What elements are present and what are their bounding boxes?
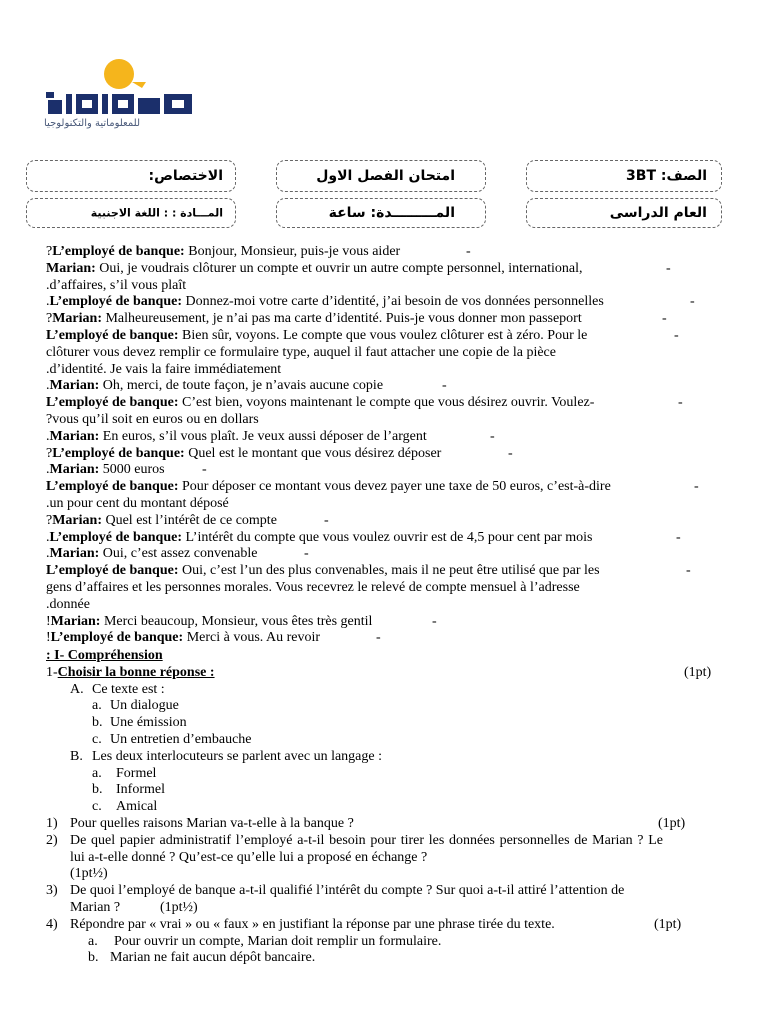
school-year-label: العام الدراسى — [609, 205, 707, 221]
specialty-box — [26, 160, 236, 192]
q4-option-a-letter: a. — [88, 933, 98, 949]
dialogue-line: .un pour cent du montant déposé — [46, 495, 229, 511]
q1-pts: (1pt) — [658, 815, 686, 831]
speaker-name: L’employé de banque: — [46, 563, 179, 579]
list-dash: - — [678, 395, 683, 411]
list-dash: - — [490, 428, 495, 444]
qA-label: A. — [70, 681, 84, 697]
q4-option-b-letter: b. — [88, 950, 99, 966]
q1-title: Choisir la bonne réponse : — [57, 664, 215, 680]
speaker-name: Marian: — [46, 260, 96, 276]
q1-num: 1) — [46, 815, 58, 831]
speaker-name: Marian: — [49, 378, 100, 394]
speaker-name: Marian: — [49, 462, 100, 478]
qA-option-b-letter: b. — [92, 715, 103, 731]
qA-text: Ce texte est : — [92, 681, 165, 697]
dialogue-text — [46, 244, 726, 647]
dialogue-line: Marian: Oui, je voudrais clôturer un compte et ouvrir un autre compte personnel, international, - — [46, 260, 671, 276]
dialogue-line: .Marian: 5000 euros - — [46, 462, 207, 478]
speaker-name: L’employé de banque: — [52, 445, 185, 461]
q4-option-a: Pour ouvrir un compte, Marian doit remplir un formulaire. — [114, 933, 442, 949]
dialogue-line: L’employé de banque: Pour déposer ce montant vous devez payer une taxe de 50 euros, c’est-à-dire - — [46, 479, 699, 495]
speaker-name: L’employé de banque: — [46, 327, 179, 343]
duration-label: المـــــــــدة: ساعة — [328, 205, 455, 221]
dialogue-line: ?Marian: Quel est l’intérêt de ce compte - — [46, 512, 329, 528]
logo-mark-icon — [44, 58, 204, 118]
subject-label: المـــادة : : اللغة الاجنبية — [90, 206, 223, 220]
list-dash: - — [676, 529, 681, 545]
dialogue-line: ?vous qu’il soit en euros ou en dollars — [46, 411, 259, 427]
q1-text: Pour quelles raisons Marian va-t-elle à la banque ? — [70, 815, 354, 831]
speaker-name: L’employé de banque: — [46, 479, 179, 495]
qB-option-b: Informel — [116, 782, 165, 798]
exam-title-box — [276, 160, 486, 192]
qB-option-a-letter: a. — [92, 765, 102, 781]
logo-subtitle: للمعلوماتية والتكنولوجيا — [44, 118, 141, 129]
q4-pts: (1pt) — [654, 916, 682, 932]
speaker-name: Marian: — [52, 512, 102, 528]
list-dash: - — [674, 327, 679, 343]
qB-text: Les deux interlocuteurs se parlent avec un langage : — [92, 748, 382, 764]
class-label: الصف: 3BT — [626, 168, 707, 184]
q2-num: 2) — [46, 832, 58, 848]
list-dash: - — [376, 630, 381, 646]
specialty-label: الاختصاص: — [148, 168, 223, 184]
list-dash: - — [432, 613, 437, 629]
dialogue-line: L’employé de banque: Bien sûr, voyons. Le compte que vous voulez clôturer est à zéro. Pour le - — [46, 327, 679, 343]
dialogue-line: L’employé de banque: Oui, c’est l’un des plus convenables, mais il ne peut être utilisé que par les - — [46, 563, 691, 579]
speaker-name: Marian: — [49, 428, 100, 444]
q4-text: Répondre par « vrai » ou « faux » en justifiant la réponse par une phrase tirée du texte. — [70, 916, 555, 932]
q1-number: 1- — [46, 664, 58, 680]
list-dash: - — [666, 260, 671, 276]
dialogue-line: .Marian: Oui, c’est assez convenable - — [46, 546, 309, 562]
qA-option-c-letter: c. — [92, 731, 102, 747]
exam-title: امتحان الفصل الاول — [316, 168, 455, 184]
section-title: : I- Compréhension — [46, 648, 163, 663]
q3-text-line1: De quoi l’employé de banque a-t-il qualifié l’intérêt du compte ? Sur quoi a-t-il attiré l’attention de — [70, 883, 625, 899]
qA-option-a: Un dialogue — [110, 698, 179, 714]
list-dash: - — [442, 378, 447, 394]
dialogue-line: .donnée — [46, 596, 90, 612]
comprehension-section — [46, 648, 726, 967]
speaker-name: L’employé de banque: — [46, 395, 179, 411]
q4-option-b: Marian ne fait aucun dépôt bancaire. — [110, 950, 316, 966]
speaker-name: L’employé de banque: — [50, 630, 184, 646]
qB-option-c-letter: c. — [92, 799, 102, 815]
dialogue-line: L’employé de banque: C’est bien, voyons maintenant le compte que vous désirez ouvrir. Voulez- - — [46, 395, 683, 411]
qB-option-a: Formel — [116, 765, 157, 781]
dialogue-line: ?Marian: Malheureusement, je n’ai pas ma carte d’identité. Puis-je vous donner mon passeport - — [46, 311, 667, 327]
dialogue-line: .Marian: Oh, merci, de toute façon, je n’avais aucune copie - — [46, 378, 447, 394]
q2-pts: (1pt½) — [70, 866, 108, 882]
list-dash: - — [694, 479, 699, 495]
dialogue-line: .L’employé de banque: Donnez-moi votre carte d’identité, j’ai besoin de vos données personnelles - — [46, 294, 695, 310]
dialogue-line: .d’identité. Je vais la faire immédiatement — [46, 361, 282, 377]
class-box — [526, 160, 722, 192]
dialogue-line: .Marian: En euros, s’il vous plaît. Je veux aussi déposer de l’argent - — [46, 428, 495, 444]
list-dash: - — [304, 546, 309, 562]
list-dash: - — [324, 512, 329, 528]
q3-pts: (1pt½) — [160, 899, 198, 915]
dialogue-line: .d’affaires, s’il vous plaît — [46, 277, 187, 293]
q4-num: 4) — [46, 916, 58, 932]
dialogue-line: ?L’employé de banque: Quel est le montant que vous désirez déposer - — [46, 445, 513, 461]
subject-box — [26, 198, 236, 228]
duration-box — [276, 198, 486, 228]
list-dash: - — [662, 311, 667, 327]
list-dash: - — [686, 563, 691, 579]
q3-num: 3) — [46, 883, 58, 899]
school-year-box — [526, 198, 722, 228]
qA-option-c: Un entretien d’embauche — [110, 731, 252, 747]
dialogue-line: ?L’employé de banque: Bonjour, Monsieur, puis-je vous aider - — [46, 244, 471, 259]
speaker-name: L’employé de banque: — [52, 244, 185, 259]
qB-option-b-letter: b. — [92, 782, 103, 798]
qA-option-b: Une émission — [110, 715, 187, 731]
dialogue-line: !Marian: Merci beaucoup, Monsieur, vous êtes très gentil - — [46, 613, 437, 629]
list-dash: - — [690, 294, 695, 310]
speaker-name: L’employé de banque: — [49, 294, 183, 310]
qB-label: B. — [70, 748, 83, 764]
dialogue-line: clôturer vous devez remplir ce formulaire type, auquel il faut attacher une copie de la pièce — [46, 344, 556, 360]
list-dash: - — [202, 462, 207, 478]
school-logo — [44, 58, 204, 133]
list-dash: - — [466, 244, 471, 259]
speaker-name: L’employé de banque: — [49, 529, 183, 545]
q3-text-line2: Marian ? — [70, 899, 121, 915]
speaker-name: Marian: — [52, 311, 102, 327]
qB-option-c: Amical — [116, 799, 158, 815]
dialogue-line: gens d’affaires et les personnes morales. Vous recevrez le relevé de compte mensuel à l’adresse — [46, 579, 580, 595]
q2-text-line2: lui a-t-elle donné ? Qu’est-ce qu’elle lui a proposé en échange ? — [70, 849, 428, 865]
q1-points: (1pt) — [684, 664, 712, 680]
q2-text-line1: De quel papier administratif l’employé a-t-il besoin pour tirer les données personnelles de Marian ? Le — [70, 832, 663, 848]
speaker-name: Marian: — [50, 613, 101, 629]
dialogue-line: !L’employé de banque: Merci à vous. Au revoir - — [46, 630, 381, 646]
list-dash: - — [508, 445, 513, 461]
dialogue-line: .L’employé de banque: L’intérêt du compte que vous voulez ouvrir est de 4,5 pour cent par mois - — [46, 529, 681, 545]
qA-option-a-letter: a. — [92, 698, 102, 714]
speaker-name: Marian: — [49, 546, 100, 562]
